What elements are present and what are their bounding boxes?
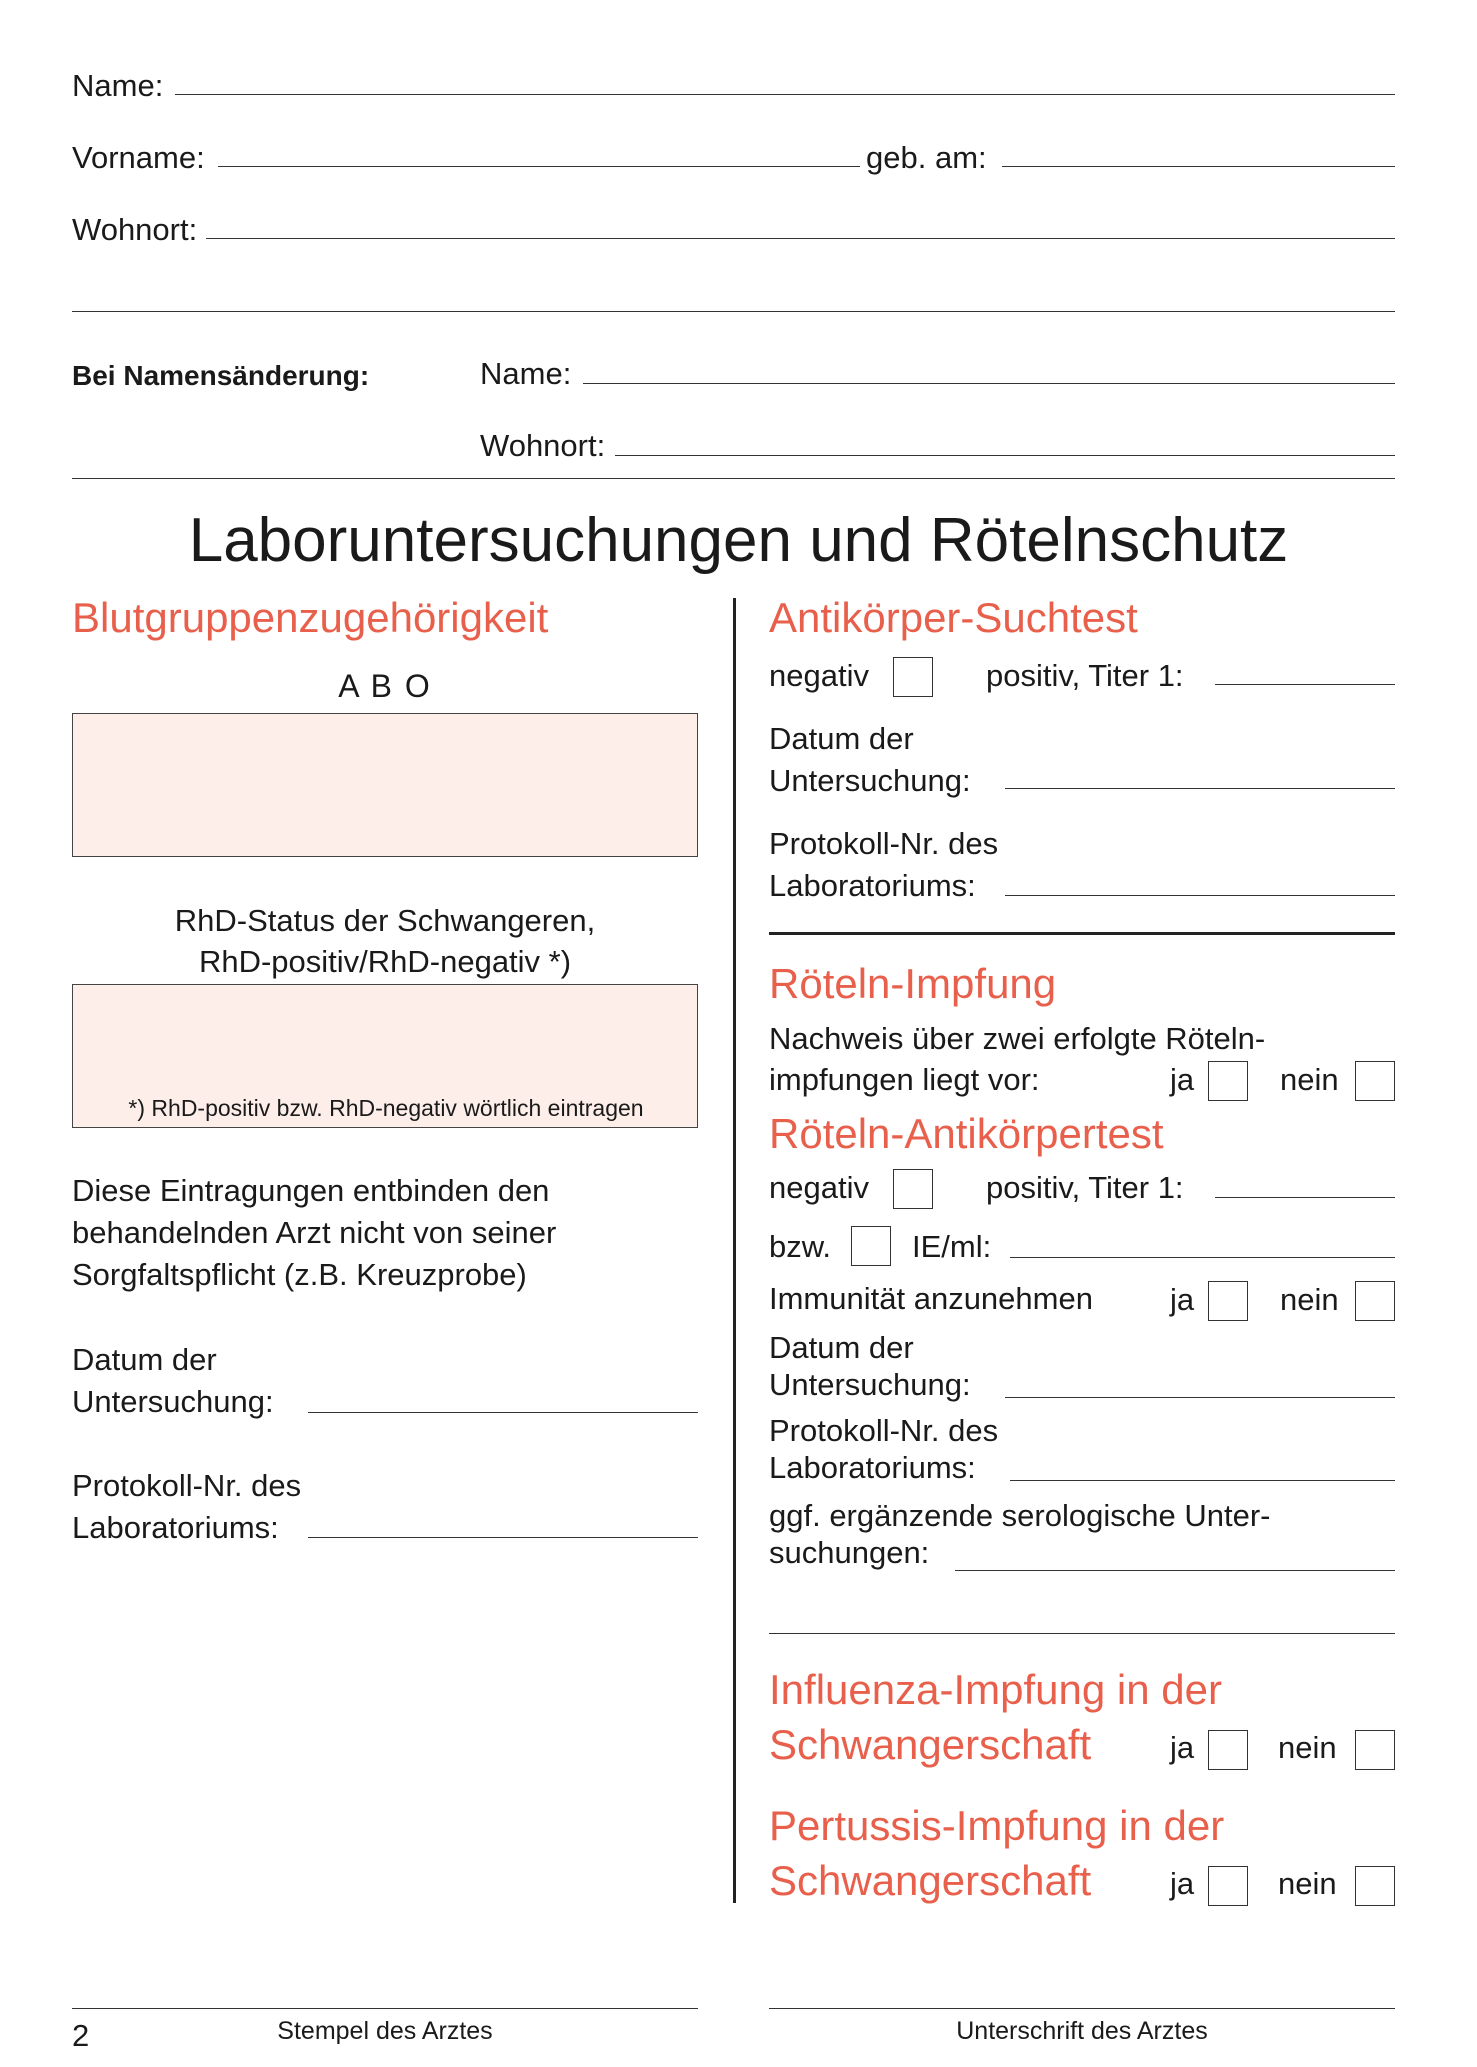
pertussis-heading-2: Schwangerschaft (769, 1857, 1092, 1904)
influenza-yes-label: ja (1170, 1730, 1195, 1765)
disclaimer-line-3: Sorgfaltspflicht (z.B. Kreuzprobe) (72, 1257, 527, 1292)
rubella-date-label-2: Untersuchung: (769, 1367, 971, 1402)
signature-line[interactable] (769, 2008, 1395, 2009)
left-date-label-1: Datum der (72, 1342, 217, 1377)
name-label: Name: (72, 68, 164, 103)
name-field[interactable] (175, 94, 1395, 95)
left-date-field[interactable] (308, 1412, 698, 1413)
vorname-label: Vorname: (72, 140, 205, 175)
rubella-ieml-field[interactable] (1010, 1257, 1395, 1258)
rhd-note: *) RhD-positiv bzw. RhD-negativ wörtlich eintragen (128, 1095, 644, 1121)
left-date-label-2: Untersuchung: (72, 1384, 274, 1419)
rubella-vaccination-heading: Röteln-Impfung (769, 960, 1057, 1007)
name-change-label: Bei Namensänderung: (72, 360, 370, 391)
rubella-protocol-label-1: Protokoll-Nr. des (769, 1413, 999, 1448)
serology-extra-line[interactable] (769, 1633, 1395, 1634)
antibody-heading: Antikörper-Suchtest (769, 594, 1138, 641)
change-wohnort-label: Wohnort: (480, 428, 606, 463)
abo-label: A B O (338, 668, 432, 704)
rubella-bzw-label: bzw. (769, 1229, 832, 1264)
rubella-vaccination-text-2: impfungen liegt vor: (769, 1062, 1040, 1097)
rubella-negative-label: negativ (769, 1170, 869, 1205)
change-wohnort-field[interactable] (615, 455, 1395, 456)
birthdate-field[interactable] (1002, 166, 1395, 167)
serology-label-1: ggf. ergänzende serologische Unter- (769, 1498, 1271, 1533)
wohnort-field[interactable] (206, 238, 1395, 239)
antibody-date-label-1: Datum der (769, 721, 914, 756)
influenza-heading-1: Influenza-Impfung in der (769, 1666, 1222, 1713)
immunity-yes-checkbox[interactable] (1208, 1281, 1248, 1321)
rubella-antibody-heading: Röteln-Antikörpertest (769, 1110, 1164, 1157)
antibody-negative-checkbox[interactable] (893, 657, 933, 697)
immunity-yes-label: ja (1170, 1282, 1195, 1317)
birthdate-label: geb. am: (866, 140, 987, 175)
address-line-2[interactable] (72, 311, 1395, 312)
influenza-no-label: nein (1278, 1730, 1337, 1765)
rhd-field[interactable] (72, 984, 698, 1128)
rubella-vaccination-no-checkbox[interactable] (1355, 1061, 1395, 1101)
stamp-label: Stempel des Arztes (277, 2017, 493, 2045)
abo-field[interactable] (72, 713, 698, 857)
serology-field[interactable] (955, 1570, 1395, 1571)
pertussis-heading-1: Pertussis-Impfung in der (769, 1802, 1225, 1849)
rubella-date-field[interactable] (1005, 1397, 1395, 1398)
influenza-yes-checkbox[interactable] (1208, 1730, 1248, 1770)
antibody-protocol-label-1: Protokoll-Nr. des (769, 826, 999, 861)
rubella-bzw-checkbox[interactable] (851, 1226, 891, 1266)
immunity-no-checkbox[interactable] (1355, 1281, 1395, 1321)
antibody-positive-label: positiv, Titer 1: (986, 658, 1184, 693)
rubella-titer-field[interactable] (1215, 1197, 1395, 1198)
rhd-label-2: RhD-positiv/RhD-negativ *) (198, 944, 572, 979)
page-number: 2 (72, 2018, 90, 2053)
left-protocol-label-1: Protokoll-Nr. des (72, 1468, 302, 1503)
rubella-negative-checkbox[interactable] (893, 1169, 933, 1209)
rubella-vaccination-text-1: Nachweis über zwei erfolgte Röteln- (769, 1021, 1266, 1056)
right-section-divider (769, 932, 1395, 935)
stamp-line[interactable] (72, 2008, 698, 2009)
blood-group-heading: Blutgruppenzugehörigkeit (72, 594, 549, 641)
pertussis-no-checkbox[interactable] (1355, 1866, 1395, 1906)
pertussis-yes-checkbox[interactable] (1208, 1866, 1248, 1906)
influenza-heading-2: Schwangerschaft (769, 1721, 1092, 1768)
rubella-date-label-1: Datum der (769, 1330, 914, 1365)
rubella-vaccination-yes-label: ja (1170, 1062, 1195, 1097)
pertussis-no-label: nein (1278, 1866, 1337, 1901)
change-name-label: Name: (480, 356, 572, 391)
pertussis-yes-label: ja (1170, 1866, 1195, 1901)
antibody-negative-label: negativ (769, 658, 869, 693)
page-title: Laboruntersuchungen und Rötelnschutz (188, 506, 1289, 575)
influenza-no-checkbox[interactable] (1355, 1730, 1395, 1770)
left-protocol-label-2: Laboratoriums: (72, 1510, 279, 1545)
rubella-ieml-label: IE/ml: (912, 1229, 992, 1264)
wohnort-label: Wohnort: (72, 212, 198, 247)
rhd-label-1: RhD-Status der Schwangeren, (174, 903, 596, 938)
disclaimer-line-1: Diese Eintragungen entbinden den (72, 1173, 550, 1208)
antibody-date-field[interactable] (1005, 788, 1395, 789)
rubella-positive-label: positiv, Titer 1: (986, 1170, 1184, 1205)
antibody-titer-field[interactable] (1215, 684, 1395, 685)
signature-label: Unterschrift des Arztes (956, 2017, 1208, 2045)
rubella-vaccination-yes-checkbox[interactable] (1208, 1061, 1248, 1101)
antibody-protocol-field[interactable] (1005, 895, 1395, 896)
left-protocol-field[interactable] (308, 1537, 698, 1538)
serology-label-2: suchungen: (769, 1535, 930, 1570)
vorname-field[interactable] (218, 166, 860, 167)
rubella-vaccination-no-label: nein (1280, 1062, 1339, 1097)
column-divider (733, 598, 736, 1903)
change-name-field[interactable] (583, 383, 1395, 384)
rubella-protocol-label-2: Laboratoriums: (769, 1450, 976, 1485)
antibody-date-label-2: Untersuchung: (769, 763, 971, 798)
disclaimer-line-2: behandelnden Arzt nicht von seiner (72, 1215, 557, 1250)
antibody-protocol-label-2: Laboratoriums: (769, 868, 976, 903)
immunity-label: Immunität anzunehmen (769, 1281, 1093, 1316)
immunity-no-label: nein (1280, 1282, 1339, 1317)
rubella-protocol-field[interactable] (1010, 1480, 1395, 1481)
header-divider (72, 478, 1395, 479)
